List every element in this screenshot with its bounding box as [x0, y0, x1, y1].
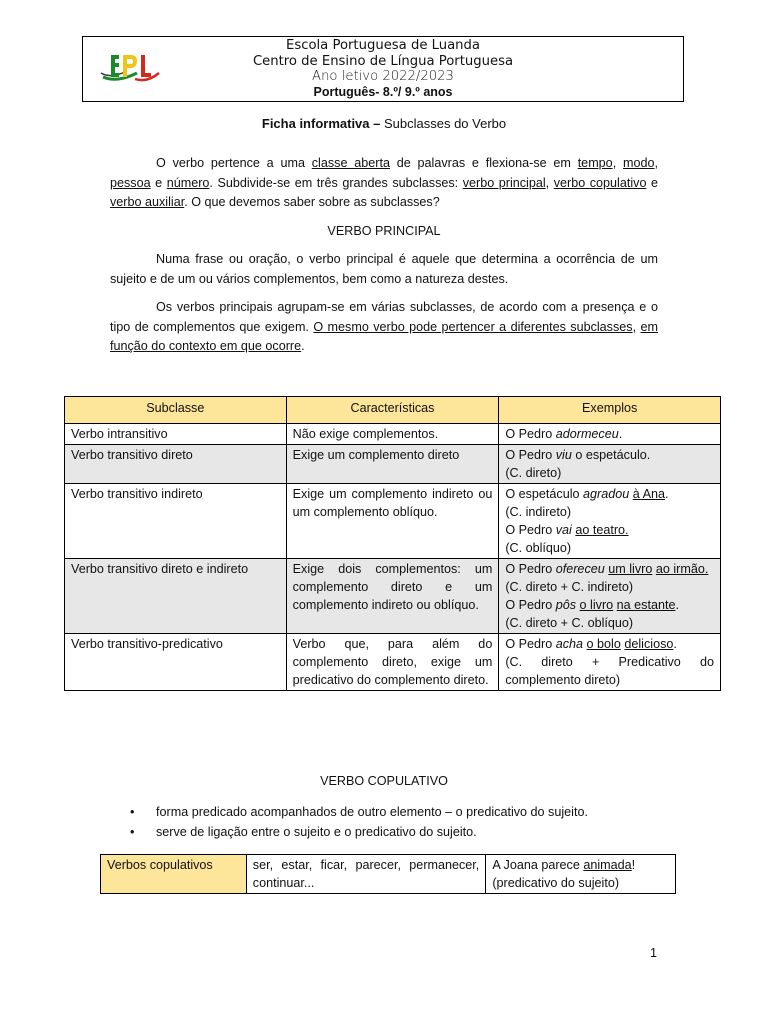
underlined-term: pessoa [110, 175, 151, 190]
subclass-cell: Verbo intransitivo [65, 424, 287, 445]
underlined-term: em função do contexto em que ocorre [110, 319, 658, 354]
text: de palavras e flexiona-se em [389, 156, 578, 170]
text: . [301, 339, 305, 354]
paragraph-principal-subclasses [110, 298, 658, 357]
text: O verbo pertence a uma [156, 156, 312, 170]
text: Numa frase ou oração, o verbo principal é aquele que determina a ocorrência de um sujeito e de um ou vários complementos, bem como a natureza destes. [110, 252, 658, 286]
column-header: Características [286, 397, 499, 424]
text: e [150, 175, 167, 190]
title-prefix: Ficha informativa – [261, 116, 381, 131]
underlined-term: tempo [577, 156, 613, 170]
table-row [65, 484, 721, 559]
school-year: Ano letivo 2022/2023 [312, 69, 454, 84]
underlined-term: verbo copulativo [553, 175, 647, 190]
table-row [65, 445, 721, 484]
underlined-term: O mesmo verbo pode pertencer a diferentes subclasses [313, 319, 633, 334]
paragraph-principal-definition [110, 250, 658, 289]
list-item: • serve de ligação entre o sujeito e o predicativo do sujeito. [130, 825, 477, 839]
label-cell: Verbos copulativos [101, 855, 247, 894]
column-header: Subclasse [65, 397, 287, 424]
text: . Subdivide-se em três grandes subclasses: [209, 175, 463, 190]
characteristics-cell: Verbo que, para além do complemento direto, exige um predicativo do complemento direto. [286, 634, 499, 691]
example-cell: O Pedro viu o espetáculo. (C. direto) [499, 445, 721, 484]
list-item: • forma predicado acompanhados de outro elemento – o predicativo do sujeito. [130, 805, 588, 819]
column-header: Exemplos [499, 397, 721, 424]
example-cell: O Pedro ofereceu um livro ao irmão. (C. direto + C. indireto) O Pedro pôs o livro na estante. (C. direto + C. oblíquo) [499, 559, 721, 634]
school-name: Escola Portuguesa de Luanda [286, 38, 480, 53]
bullet-list [130, 802, 588, 842]
text: , [632, 319, 641, 334]
example-cell: O Pedro acha o bolo delicioso. (C. direto + Predicativo do complemento direto) [499, 634, 721, 691]
course-label: Português- 8.º/ 9.º anos [313, 84, 453, 99]
subclass-cell: Verbo transitivo indireto [65, 484, 287, 559]
text: Os verbos principais agrupam-se em várias subclasses, de acordo com a presença e o tipo de complementos que exigem. [110, 300, 658, 334]
verbs-cell: ser, estar, ficar, parecer, permanecer, continuar... [246, 855, 486, 894]
text: , [545, 175, 554, 190]
example-cell: O espetáculo agradou à Ana. (C. indireto) O Pedro vai ao teatro. (C. oblíquo) [499, 484, 721, 559]
table-header-row [65, 397, 721, 424]
title-text: Subclasses do Verbo [383, 116, 507, 131]
text: . O que devemos saber sobre as subclasses? [184, 195, 440, 210]
text: e [646, 175, 658, 190]
table-row [65, 634, 721, 691]
text: , [654, 156, 659, 170]
copulative-table [100, 854, 676, 894]
characteristics-cell: Exige um complemento direto [286, 445, 499, 484]
underlined-term: modo [623, 156, 655, 170]
center-name: Centro de Ensino de Língua Portuguesa [252, 53, 514, 69]
page-number: 1 [650, 946, 658, 960]
table-row [101, 855, 676, 894]
underlined-term: classe aberta [311, 156, 390, 170]
underlined-term: verbo auxiliar [110, 195, 185, 210]
header-box [82, 36, 684, 102]
table-row [65, 559, 721, 634]
underlined-term: número [166, 175, 210, 190]
document-title [0, 116, 768, 131]
subclass-cell: Verbo transitivo-predicativo [65, 634, 287, 691]
characteristics-cell: Exige um complemento indireto ou um complemento oblíquo. [286, 484, 499, 559]
underlined-term: verbo principal [462, 175, 546, 190]
subclass-cell: Verbo transitivo direto e indireto [65, 559, 287, 634]
characteristics-cell: Não exige complementos. [286, 424, 499, 445]
table-row [65, 424, 721, 445]
subclass-cell: Verbo transitivo direto [65, 445, 287, 484]
characteristics-cell: Exige dois complementos: um complemento direto e um complemento indireto ou oblíquo. [286, 559, 499, 634]
subclasses-table [64, 396, 721, 691]
example-cell: A Joana parece animada! (predicativo do sujeito) [486, 855, 676, 894]
example-cell: O Pedro adormeceu. [499, 424, 721, 445]
section-title-principal: VERBO PRINCIPAL [327, 224, 441, 238]
section-title-copulativo: VERBO COPULATIVO [320, 774, 448, 788]
intro-paragraph [110, 154, 658, 213]
text: , [612, 156, 623, 170]
